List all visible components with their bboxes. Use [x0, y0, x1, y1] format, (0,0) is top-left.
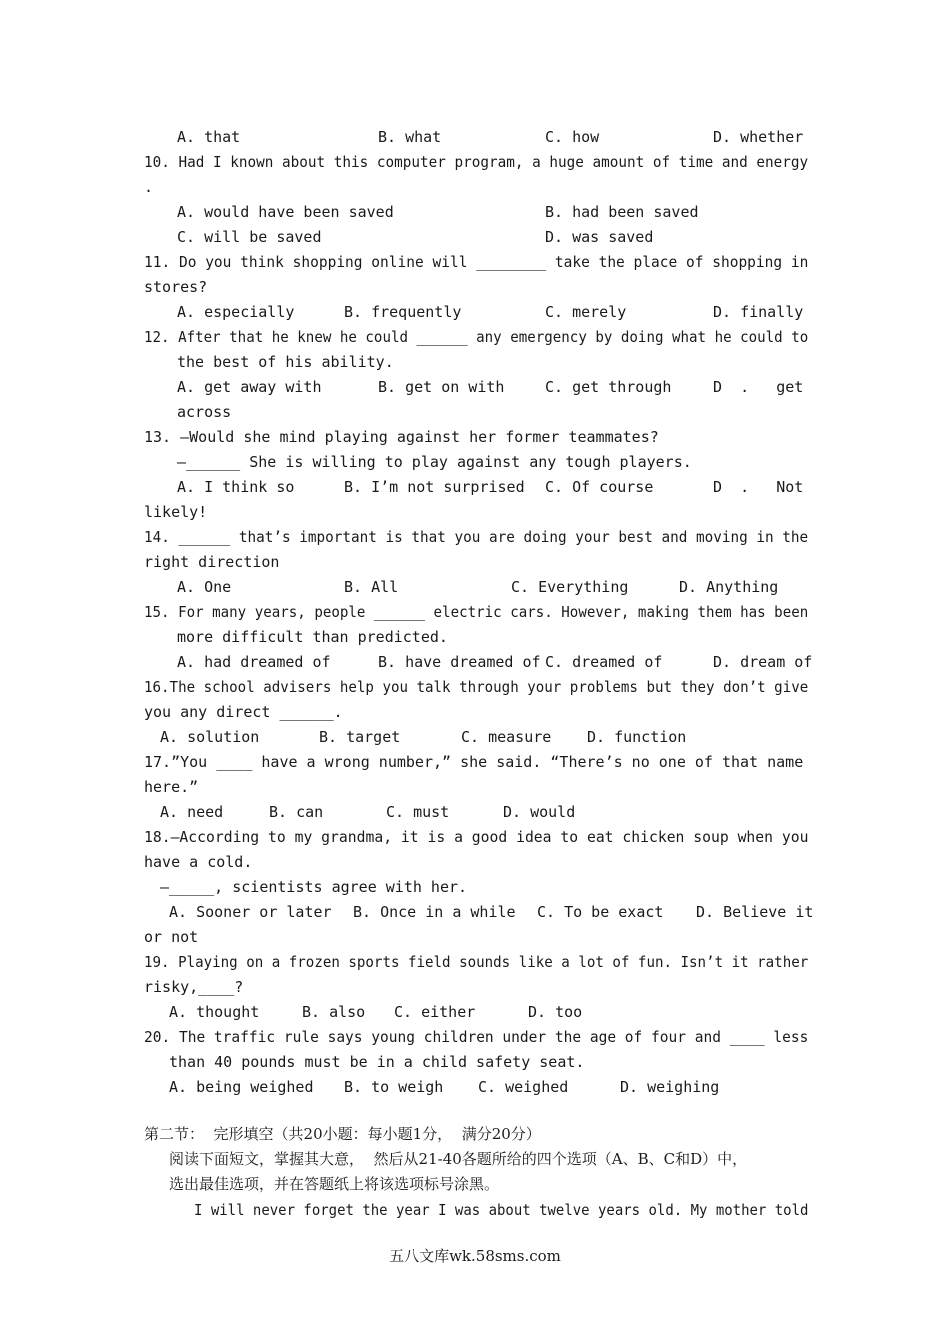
q15-option-d: D. dream of: [713, 653, 813, 671]
q18-stem-cont-2: —_____, scientists agree with her.: [160, 878, 468, 896]
page-footer: 五八文库wk.58sms.com: [389, 1247, 561, 1265]
q14-stem-cont: right direction: [144, 553, 280, 571]
q11-stem-cont: stores?: [144, 278, 208, 296]
q19-option-a: A. thought: [169, 1003, 260, 1021]
q18-option-d: D. Believe it: [696, 903, 814, 921]
q17-option-b: B. can: [269, 803, 324, 821]
q11-option-c: C. merely: [545, 303, 627, 321]
q11-option-d: D. finally: [713, 303, 804, 321]
q13-option-d: D . Not: [713, 478, 804, 496]
q9-option-a: A. that: [177, 128, 241, 146]
q12-option-c: C. get through: [545, 378, 672, 396]
q18-option-b: B. Once in a while: [353, 903, 516, 921]
q16-stem: 16.The school advisers help you talk through your problems but they don’t give: [144, 678, 809, 696]
q14-option-c: C. Everything: [511, 578, 629, 596]
q17-option-a: A. need: [160, 803, 224, 821]
q18-stem-cont: have a cold.: [144, 853, 253, 871]
q13-option-a: A. I think so: [177, 478, 295, 496]
q20-option-a: A. being weighed: [169, 1078, 314, 1096]
section2-instruction-1: 阅读下面短文，掌握其大意， 然后从21-40各题所给的四个选项（A、B、C和D）中，: [169, 1150, 748, 1168]
q19-stem-cont: risky,____?: [144, 978, 244, 996]
q12-stem: 12. After that he knew he could ______ any emergency by doing what he could to: [144, 328, 809, 346]
q9-option-b: B. what: [378, 128, 442, 146]
q20-stem: 20. The traffic rule says young children under the age of four and ____ less: [144, 1028, 809, 1046]
q10-option-a: A. would have been saved: [177, 203, 394, 221]
q11-option-a: A. especially: [177, 303, 295, 321]
q14-stem: 14. ______ that’s important is that you are doing your best and moving in the: [144, 528, 809, 546]
q18-option-a: A. Sooner or later: [169, 903, 332, 921]
q12-stem-cont: the best of his ability.: [177, 353, 394, 371]
q15-stem-cont: more difficult than predicted.: [177, 628, 448, 646]
q19-stem: 19. Playing on a frozen sports field sounds like a lot of fun. Isn’t it rather: [144, 953, 809, 971]
q13-option-b: B. I’m not surprised: [344, 478, 525, 496]
q13-option-c: C. Of course: [545, 478, 654, 496]
q20-option-b: B. to weigh: [344, 1078, 444, 1096]
q16-stem-cont: you any direct ______.: [144, 703, 343, 721]
q9-option-c: C. how: [545, 128, 600, 146]
q17-stem-cont: here.”: [144, 778, 199, 796]
q14-option-a: A. One: [177, 578, 232, 596]
q15-option-c: C. dreamed of: [545, 653, 663, 671]
q12-option-b: B. get on with: [378, 378, 505, 396]
q16-option-a: A. solution: [160, 728, 260, 746]
q18-option-c: C. To be exact: [537, 903, 664, 921]
q10-option-d: D. was saved: [545, 228, 654, 246]
q13-stem-cont: —______ She is willing to play against any tough players.: [177, 453, 692, 471]
section2-instruction-2: 选出最佳选项，并在答题纸上将该选项标号涂黑。: [169, 1175, 500, 1193]
q16-option-c: C. measure: [461, 728, 552, 746]
q12-option-d-cont: across: [177, 403, 232, 421]
q15-option-a: A. had dreamed of: [177, 653, 331, 671]
passage-first-line: I will never forget the year I was about twelve years old. My mother told: [194, 1201, 809, 1219]
q17-stem: 17.”You ____ have a wrong number,” she said. “There’s no one of that name: [144, 753, 804, 771]
section2-heading: 第二节： 完形填空（共20小题：每小题1分， 满分20分）: [144, 1125, 541, 1143]
q17-option-d: D. would: [503, 803, 576, 821]
q10-stem: 10. Had I known about this computer program, a huge amount of time and energy: [144, 153, 809, 171]
q11-option-b: B. frequently: [344, 303, 462, 321]
q13-stem: 13. —Would she mind playing against her former teammates?: [144, 428, 659, 446]
q11-stem: 11. Do you think shopping online will ________ take the place of shopping in: [144, 253, 809, 271]
q20-option-d: D. weighing: [620, 1078, 720, 1096]
q18-option-d-cont: or not: [144, 928, 199, 946]
q15-option-b: B. have dreamed of: [378, 653, 541, 671]
q10-option-c: C. will be saved: [177, 228, 322, 246]
q15-stem: 15. For many years, people ______ electric cars. However, making them has been: [144, 603, 809, 621]
q13-option-d-cont: likely!: [144, 503, 208, 521]
q16-option-b: B. target: [319, 728, 401, 746]
q10-option-b: B. had been saved: [545, 203, 699, 221]
q20-stem-cont: than 40 pounds must be in a child safety seat.: [169, 1053, 585, 1071]
q20-option-c: C. weighed: [478, 1078, 569, 1096]
q10-stem-cont: .: [144, 178, 154, 196]
q19-option-d: D. too: [528, 1003, 583, 1021]
q12-option-d: D . get: [713, 378, 804, 396]
q17-option-c: C. must: [386, 803, 450, 821]
q12-option-a: A. get away with: [177, 378, 322, 396]
q14-option-b: B. All: [344, 578, 399, 596]
q19-option-b: B. also: [302, 1003, 366, 1021]
q16-option-d: D. function: [587, 728, 687, 746]
q14-option-d: D. Anything: [679, 578, 779, 596]
q18-stem: 18.—According to my grandma, it is a good idea to eat chicken soup when you: [144, 828, 809, 846]
q9-option-d: D. whether: [713, 128, 804, 146]
q19-option-c: C. either: [394, 1003, 476, 1021]
